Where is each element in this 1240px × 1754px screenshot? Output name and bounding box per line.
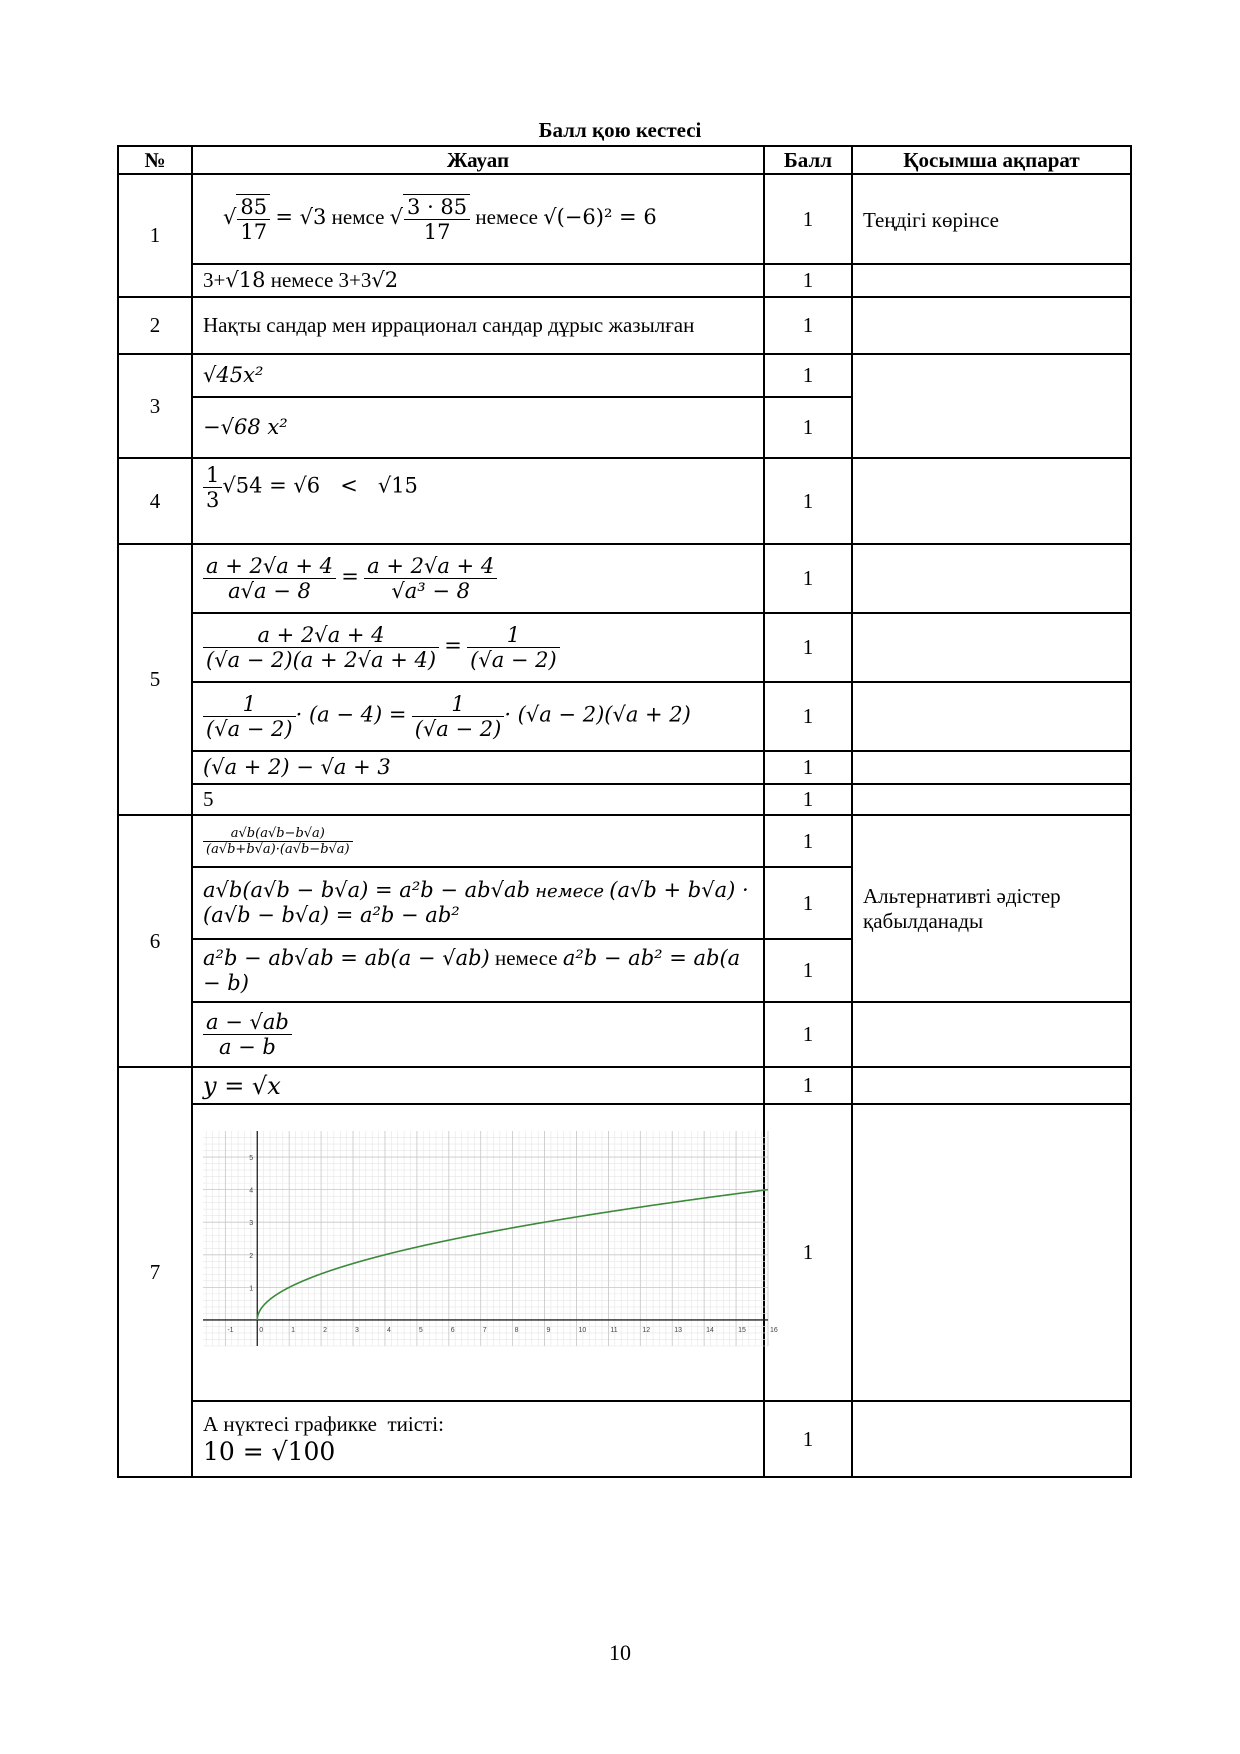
info-cell [852,544,1131,613]
score-cell: 1 [764,867,852,939]
score-cell: 1 [764,174,852,264]
info-cell [852,1104,1131,1401]
row-number: 6 [118,815,192,1067]
answer-cell [192,1401,764,1477]
score-cell: 1 [764,751,852,784]
score-cell: 1 [764,784,852,815]
table-row [118,613,1131,682]
answer-cell: √45x² [192,354,764,397]
answer-cell: √ $\frac{85}{17}$ = √3 немсе √ $\frac{3 \cdot 85}{17}$ немесе √(−6)² = 6 [192,174,764,264]
x-tick-label: 9 [546,1326,551,1334]
y-tick-label: 1 [249,1285,254,1293]
scoring-table [117,145,1132,1478]
table-row [118,1104,1131,1401]
page-number: 10 [609,1640,631,1665]
x-tick-label: 2 [323,1326,328,1334]
table-row [118,544,1131,613]
y-tick-label: 5 [249,1155,254,1163]
fraction: $\frac{3 \cdot 85}{17}$ [403,194,470,244]
answer-cell: a√b(a√b − b√a) = a²b − ab√ab немесе (a√b + b√a) · (a√b − b√a) = a²b − ab² [192,867,764,939]
info-cell [852,297,1131,354]
row-number: 4 [118,458,192,544]
table-row [118,815,1131,867]
row-number: 7 [118,1067,192,1477]
fraction: $\frac{1}{3}$ [203,463,222,512]
table-row [118,458,1131,544]
answer-cell: a²b − ab√ab = ab(a − √ab) немесе a²b − ab² = ab(a − b) [192,939,764,1002]
y-tick-label: 3 [249,1220,254,1228]
info-cell: Теңдігі көрінсе [852,174,1131,264]
row-number: 1 [118,174,192,297]
info-cell: Альтернативті әдістер қабылданады [852,815,1131,1002]
row-number: 3 [118,354,192,458]
table-row [118,1401,1131,1477]
info-cell [852,264,1131,297]
x-tick-label: -1 [227,1326,234,1334]
answer-cell: $\frac{a + 2√a + 4}{(√a - 2)(a + 2√a + 4)}$ = $\frac{1}{(√a - 2)}$ [192,613,764,682]
table-row [118,174,1131,264]
text-or: немсе [331,204,385,229]
answer-cell: (√a + 2) − √a + 3 [192,751,764,784]
x-tick-label: 16 [770,1326,778,1334]
answer-cell: 3+√18 немесе 3+3√2 [192,264,764,297]
header-answer: Жауап [192,146,764,174]
table-row [118,682,1131,751]
info-cell [852,1067,1131,1104]
table-row [118,1002,1131,1067]
answer-cell: y = √x [192,1067,764,1104]
x-tick-label: 6 [450,1326,455,1334]
score-cell: 1 [764,1104,852,1401]
info-cell [852,613,1131,682]
answer-cell: $\frac{1}{3}$ √54 = √6 < √15 [192,458,764,544]
table-row [118,354,1131,397]
table-row [118,1067,1131,1104]
x-tick-label: 4 [386,1326,391,1334]
x-tick-label: 15 [738,1326,746,1334]
x-tick-label: 0 [259,1326,264,1334]
x-tick-label: 11 [610,1326,618,1334]
page-title: Балл қою кестесі [538,118,702,142]
score-cell: 1 [764,458,852,544]
score-cell: 1 [764,354,852,397]
info-cell [852,1002,1131,1067]
score-cell: 1 [764,1401,852,1477]
score-cell: 1 [764,544,852,613]
y-tick-label: 2 [249,1252,254,1260]
x-tick-label: 13 [674,1326,683,1334]
score-cell: 1 [764,682,852,751]
text-or: немесе [475,204,538,229]
score-cell: 1 [764,297,852,354]
sqrt-graph [203,1131,778,1346]
answer-cell: $\frac{a - √ab}{a - b}$ [192,1002,764,1067]
x-tick-label: 1 [291,1326,296,1334]
x-tick-label: 8 [514,1326,519,1334]
answer-cell: −√68 x² [192,397,764,458]
table-header-row [118,146,1131,174]
answer-cell: Нақты сандар мен иррационал сандар дұрыс жазылған [192,297,764,354]
header-score: Балл [764,146,852,174]
x-tick-label: 10 [578,1326,587,1334]
score-cell: 1 [764,264,852,297]
y-tick-label: 4 [249,1187,254,1195]
fraction: $\frac{85}{17}$ [236,194,270,244]
row-number: 5 [118,544,192,815]
score-cell: 1 [764,815,852,867]
score-cell: 1 [764,613,852,682]
math-expr: = √3 [275,204,327,229]
x-tick-label: 12 [642,1326,651,1334]
info-cell [852,682,1131,751]
table-row [118,297,1131,354]
table-row [118,784,1131,815]
score-cell: 1 [764,939,852,1002]
math-expr: √(−6)² = 6 [543,204,657,229]
x-tick-label: 14 [706,1326,714,1334]
answer-text: А нүктесі графикке тиісті: [203,1412,444,1436]
x-tick-label: 5 [418,1326,423,1334]
score-cell: 1 [764,1067,852,1104]
x-tick-label: 3 [355,1326,359,1334]
info-cell [852,751,1131,784]
table-row [118,751,1131,784]
answer-cell: $\frac{a + 2√a + 4}{a√a - 8}$ = $\frac{a + 2√a + 4}{\text{√a³ − 8}}$ [192,544,764,613]
x-tick-label: 7 [482,1326,487,1334]
answer-cell: $\frac{a√b(a√b-b√a)}{(a√b+b√a)\cdot(a√b-b√a)}$ [192,815,764,867]
info-cell [852,1401,1131,1477]
score-cell: 1 [764,397,852,458]
math-expr: 10 = √100 [203,1437,336,1466]
info-cell [852,458,1131,544]
table-row [118,264,1131,297]
row-number: 2 [118,297,192,354]
info-cell [852,784,1131,815]
header-num: № [118,146,192,174]
score-cell: 1 [764,1002,852,1067]
answer-cell [192,1104,778,1401]
header-info: Қосымша ақпарат [852,146,1131,174]
answer-cell: $\frac{1}{(√a - 2)}$ · (a − 4) = $\frac{1}{(√a - 2)}$ · (√a − 2)(√a + 2) [192,682,764,751]
answer-cell: 5 [192,784,764,815]
info-cell [852,354,1131,458]
